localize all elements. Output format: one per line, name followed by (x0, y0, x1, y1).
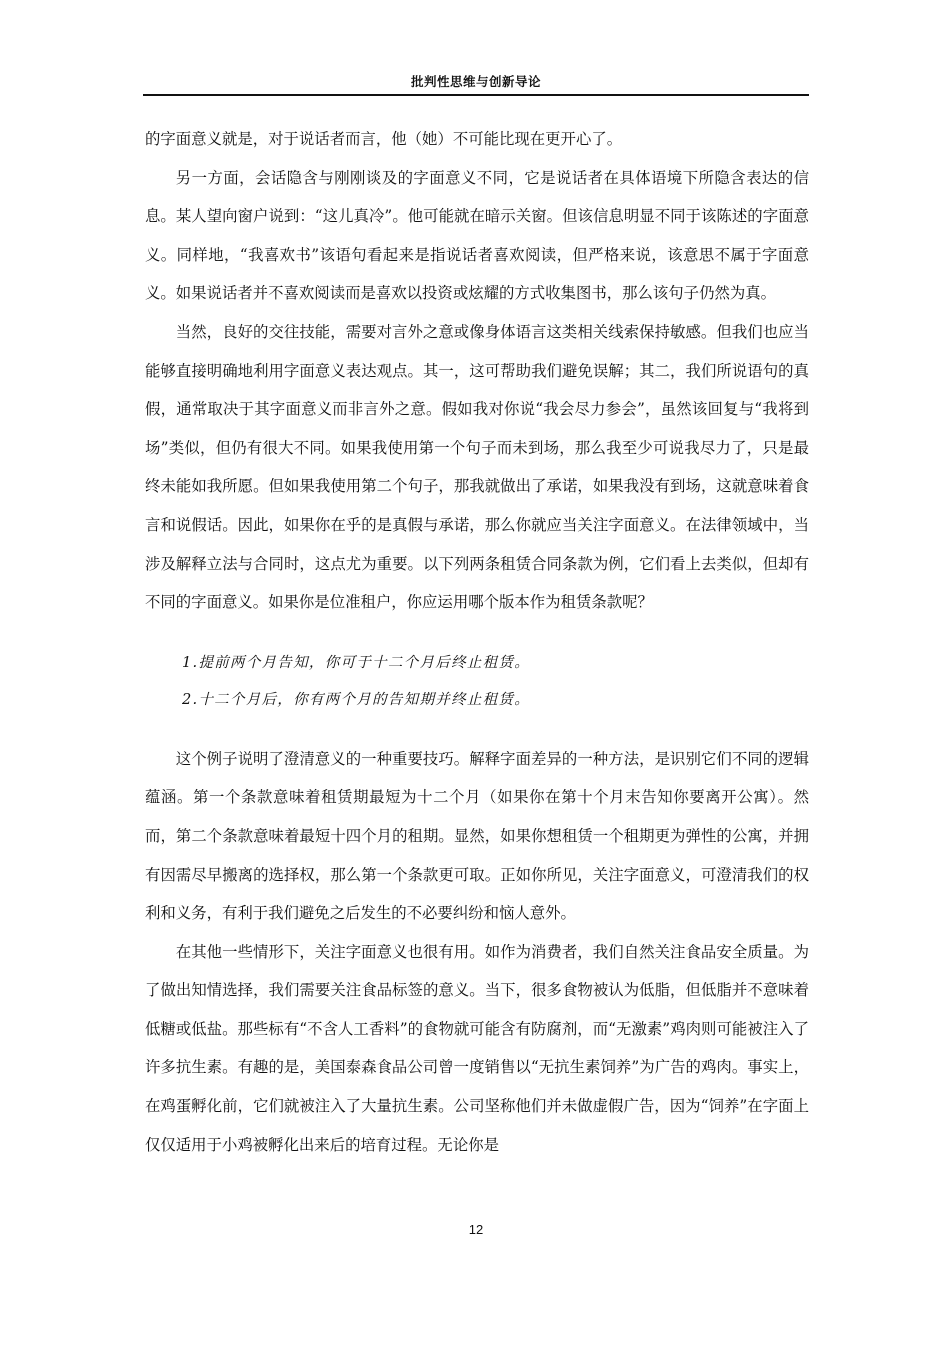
paragraph-3: 这个例子说明了澄清意义的一种重要技巧。解释字面差异的一种方法，是识别它们不同的逻辑蕴涵。第一个条款意味着租赁期最短为十二个月（如果你在第十个月末告知你要离开公寓）。然而，第二个条款意味着最短十四个月的租期。显然，如果你想租赁一个租期更为弹性的公寓，并拥有因需尽早搬离的选择权，那么第一个条款更可取。正如你所见，关注字面意义，可澄清我们的权利和义务，有利于我们避免之后发生的不必要纠纷和恼人意外。 (145, 749, 809, 923)
running-header: 批判性思维与创新导论 (410, 74, 541, 89)
paragraph-4: 在其他一些情形下，关注字面意义也很有用。如作为消费者，我们自然关注食品安全质量。为了做出知情选择，我们需要关注食品标签的意义。当下，很多食物被认为低脂，但低脂并不意味着低糖或低盐。那些标有“不含人工香料”的食物就可能含有防腐剂，而“无激素”鸡肉则可能被注入了许多抗生素。有趣的是，美国泰森食品公司曾一度销售以“无抗生素饲养”为广告的鸡肉。事实上，在鸡蛋孵化前，它们就被注入了大量抗生素。公司坚称他们并未做虚假广告，因为“饲养”在字面上仅仅适用于小鸡被孵化出来后的培育过程。无论你是 (145, 942, 809, 1154)
paragraph-2: 当然，良好的交往技能，需要对言外之意或像身体语言这类相关线索保持敏感。但我们也应当能够直接明确地利用字面意义表达观点。其一，这可帮助我们避免误解；其二，我们所说语句的真假，通常取决于其字面意义而非言外之意。假如我对你说“我会尽力参会”，虽然该回复与“我将到场”类似，但仍有很大不同。如果我使用第一个句子而未到场，那么我至少可说我尽力了，只是最终未能如我所愿。但如果我使用第二个句子，那我就做出了承诺，如果我没有到场，这就意味着食言和说假话。因此，如果你在乎的是真假与承诺，那么你就应当关注字面意义。在法律领域中，当涉及解释立法与合同时，这点尤为重要。以下列两条租赁合同条款为例，它们看上去类似，但却有不同的字面意义。如果你是位准租户，你应运用哪个版本作为租赁条款呢？ (145, 322, 809, 612)
paragraph-1: 另一方面，会话隐含与刚刚谈及的字面意义不同，它是说话者在具体语境下所隐含表达的信息。某人望向窗户说到：“这儿真冷”。他可能就在暗示关窗。但该信息明显不同于该陈述的字面意义。同样地，“我喜欢书”该语句看起来是指说话者喜欢阅读，但严格来说，该意思不属于字面意义。如果说话者并不喜欢阅读而是喜欢以投资或炫耀的方式收集图书，那么该句子仍然为真。 (145, 168, 809, 303)
body-text (145, 120, 809, 1164)
list-item-2: 2.十二个月后，你有两个月的告知期并终止租赁。 (182, 690, 530, 708)
paragraph-0: 的字面意义就是，对于说话者而言，他（她）不可能比现在更开心了。 (145, 130, 623, 148)
lease-clause-list (145, 644, 809, 718)
header-rule (143, 94, 809, 96)
page-number: 12 (468, 1222, 484, 1237)
list-item-1: 1.提前两个月告知，你可于十二个月后终止租赁。 (182, 653, 530, 671)
